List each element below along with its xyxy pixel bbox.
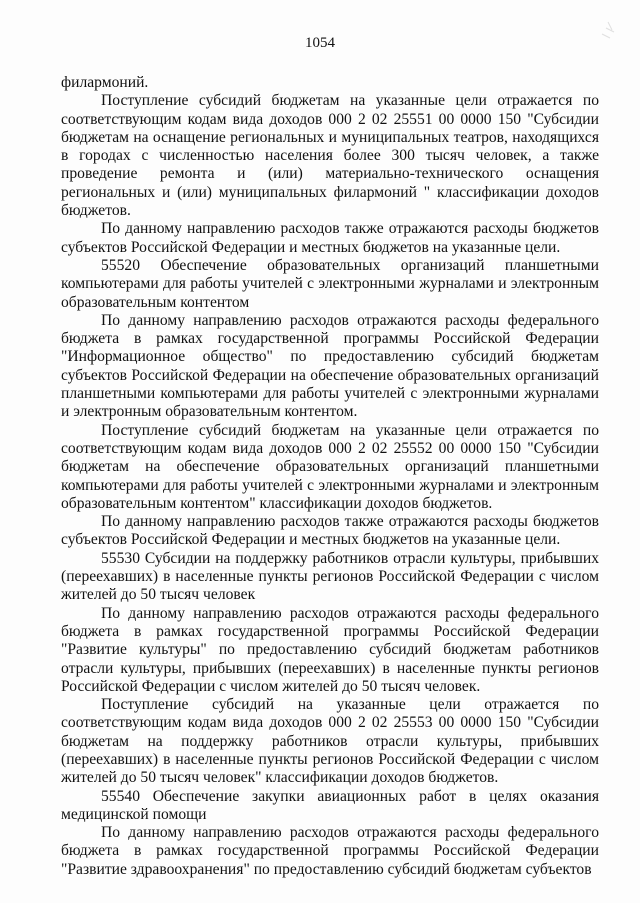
document-body xyxy=(61,74,599,879)
paragraph-4: 55520 Обеспечение образовательных организаций планшетными компьютерами для работы учителей с электронными журналами и электронным образовательным контентом xyxy=(61,256,599,311)
paragraph-2: Поступление субсидий бюджетам на указанные цели отражается по соответствующим кодам вида доходов 000 2 02 25551 00 0000 150 "Субсидии бюджетам на оснащение региональных и муниципальных театров, находящихся в городах с численностью населения более 300 тысяч человек, а также проведение ремонта и (или) материально-технического оснащения региональных и (или) муниципальных филармоний " классификации доходов бюджетов. xyxy=(61,92,599,220)
paragraph-11: 55540 Обеспечение закупки авиационных работ в целях оказания медицинской помощи xyxy=(61,787,599,823)
paragraph-8: 55530 Субсидии на поддержку работников отрасли культуры, прибывших (переехавших) в населенные пункты регионов Российской Федерации с числом жителей до 50 тысяч человек xyxy=(61,549,599,604)
paragraph-7: По данному направлению расходов также отражаются расходы бюджетов субъектов Российской Федерации и местных бюджетов на указанные цели. xyxy=(61,513,599,549)
paragraph-9: По данному направлению расходов отражаются расходы федерального бюджета в рамках государственной программы Российской Федерации "Развитие культуры" по предоставлению субсидий бюджетам работников отрасли культуры, прибывших (переехавших) в населенные пункты регионов Российской Федерации с числом жителей до 50 тысяч человек. xyxy=(61,604,599,695)
page-number: 1054 xyxy=(305,35,335,51)
paragraph-1: филармоний. xyxy=(61,74,149,91)
paragraph-6: Поступление субсидий бюджетам на указанные цели отражается по соответствующим кодам вида доходов 000 2 02 25552 00 0000 150 "Субсидии бюджетам на обеспечение образовательных организаций планшетными компьютерами для работы учителей с электронными журналами и электронным образовательным контентом" классификации доходов бюджетов. xyxy=(61,421,599,512)
paragraph-3: По данному направлению расходов также отражаются расходы бюджетов субъектов Российской Федерации и местных бюджетов на указанные цели. xyxy=(61,220,599,256)
paragraph-12: По данному направлению расходов отражаются расходы федерального бюджета в рамках государственной программы Российской Федерации "Развитие здравоохранения" по предоставлению субсидий бюджетам субъектов xyxy=(61,824,599,878)
paragraph-5: По данному направлению расходов отражаются расходы федерального бюджета в рамках государственной программы Российской Федерации "Информационное общество" по предоставлению субсидий бюджетам субъектов Российской Федерации на обеспечение образовательных организаций планшетными компьютерами для работы учителей с электронными журналами и электронным образовательным контентом. xyxy=(61,311,599,421)
paragraph-10: Поступление субсидий на указанные цели отражается по соответствующим кодам вида доходов 000 2 02 25553 00 0000 150 "Субсидии бюджетам на поддержку работников отрасли культуры, прибывших (переехавших) в населенные пункты регионов Российской Федерации с числом жителей до 50 тысяч человек" классификации доходов бюджетов. xyxy=(61,696,599,787)
